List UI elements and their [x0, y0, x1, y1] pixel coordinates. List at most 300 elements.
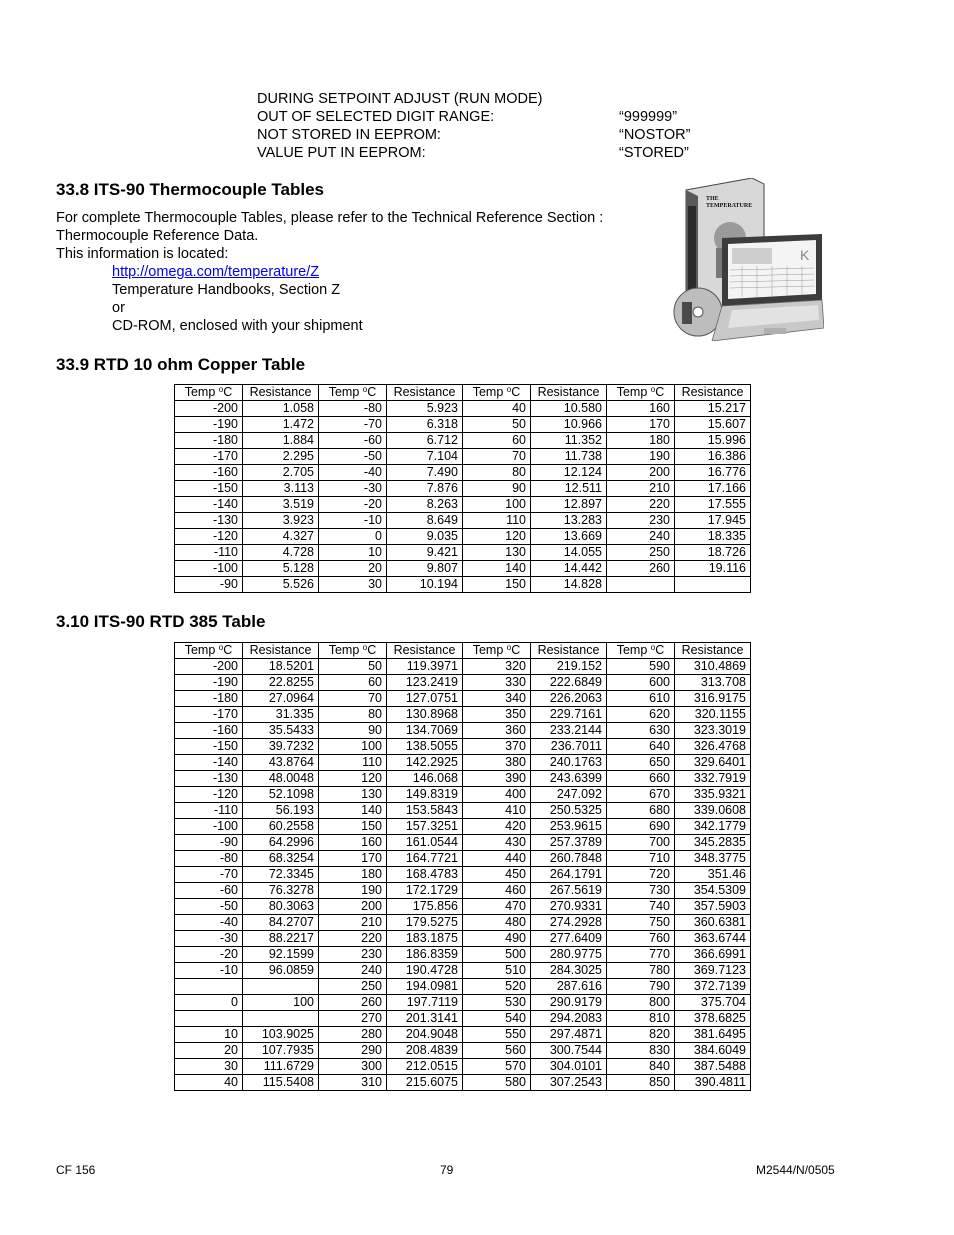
- resistance-cell: 175.856: [387, 899, 463, 915]
- temp-cell: 130: [319, 787, 387, 803]
- temp-cell: 120: [463, 529, 531, 545]
- resistance-cell: 313.708: [675, 675, 751, 691]
- resistance-cell: 226.2063: [531, 691, 607, 707]
- table-row: [175, 691, 751, 707]
- table-row: [175, 1059, 751, 1075]
- unit-label: C: [367, 385, 377, 399]
- resistance-cell: 12.511: [531, 481, 607, 497]
- table-row: [175, 707, 751, 723]
- temp-cell: 10: [175, 1027, 243, 1043]
- temp-cell: -30: [175, 931, 243, 947]
- header-label: Resistance: [393, 643, 456, 657]
- temp-cell: 670: [607, 787, 675, 803]
- resistance-cell: 277.6409: [531, 931, 607, 947]
- resistance-cell: 88.2217: [243, 931, 319, 947]
- resistance-cell: [243, 1011, 319, 1027]
- table-row: [175, 529, 751, 545]
- message-value: “999999”: [619, 109, 678, 125]
- page-number: 79: [440, 1163, 454, 1177]
- resistance-cell: 17.166: [675, 481, 751, 497]
- resistance-cell: 4.728: [243, 545, 319, 561]
- header-label: Temp: [328, 385, 360, 399]
- resistance-cell: 92.1599: [243, 947, 319, 963]
- temp-cell: [175, 979, 243, 995]
- temp-cell: -30: [319, 481, 387, 497]
- temp-cell: -60: [319, 433, 387, 449]
- resistance-cell: 111.6729: [243, 1059, 319, 1075]
- resistance-cell: 9.807: [387, 561, 463, 577]
- column-header-resistance: [531, 643, 607, 659]
- column-header-temp: [463, 385, 531, 401]
- temp-cell: 180: [607, 433, 675, 449]
- resistance-cell: 4.327: [243, 529, 319, 545]
- resistance-cell: 68.3254: [243, 851, 319, 867]
- temp-cell: -100: [175, 561, 243, 577]
- temp-cell: 340: [463, 691, 531, 707]
- temp-cell: 800: [607, 995, 675, 1011]
- temp-cell: 140: [463, 561, 531, 577]
- resistance-cell: 250.5325: [531, 803, 607, 819]
- resistance-cell: 215.6075: [387, 1075, 463, 1091]
- temp-cell: 710: [607, 851, 675, 867]
- temp-cell: 350: [463, 707, 531, 723]
- column-header-temp: [607, 643, 675, 659]
- temp-cell: -180: [175, 433, 243, 449]
- table-row: [175, 755, 751, 771]
- temp-cell: 80: [463, 465, 531, 481]
- temp-cell: -50: [319, 449, 387, 465]
- message-label: NOT STORED IN EEPROM:: [257, 127, 441, 143]
- location-item: Temperature Handbooks, Section Z: [112, 282, 341, 298]
- temp-cell: -160: [175, 465, 243, 481]
- table-row: [175, 851, 751, 867]
- resistance-cell: [675, 577, 751, 593]
- column-header-resistance: [531, 385, 607, 401]
- temp-cell: 100: [463, 497, 531, 513]
- temp-cell: 110: [463, 513, 531, 529]
- resistance-cell: 280.9775: [531, 947, 607, 963]
- resistance-cell: 6.318: [387, 417, 463, 433]
- table-header-row: [175, 643, 751, 659]
- table-row: [175, 819, 751, 835]
- temp-cell: 50: [319, 659, 387, 675]
- resistance-cell: 247.092: [531, 787, 607, 803]
- resistance-cell: 260.7848: [531, 851, 607, 867]
- column-header-resistance: [387, 643, 463, 659]
- resistance-cell: 300.7544: [531, 1043, 607, 1059]
- table-row: [175, 433, 751, 449]
- resistance-cell: 267.5619: [531, 883, 607, 899]
- temp-cell: -200: [175, 401, 243, 417]
- table-row: [175, 481, 751, 497]
- resistance-cell: 233.2144: [531, 723, 607, 739]
- section-338-body: [56, 209, 603, 335]
- temp-cell: 830: [607, 1043, 675, 1059]
- message-row: [257, 144, 689, 162]
- resistance-cell: 8.649: [387, 513, 463, 529]
- resistance-cell: 1.058: [243, 401, 319, 417]
- temp-cell: 700: [607, 835, 675, 851]
- temp-cell: 630: [607, 723, 675, 739]
- temp-cell: -10: [175, 963, 243, 979]
- temp-cell: 410: [463, 803, 531, 819]
- resistance-cell: 76.3278: [243, 883, 319, 899]
- message-value: “NOSTOR”: [619, 127, 691, 143]
- location-item: or: [112, 300, 125, 316]
- temp-cell: -110: [175, 545, 243, 561]
- temp-cell: 750: [607, 915, 675, 931]
- resistance-cell: 22.8255: [243, 675, 319, 691]
- resistance-cell: 183.1875: [387, 931, 463, 947]
- temp-cell: -130: [175, 513, 243, 529]
- column-header-temp: [175, 643, 243, 659]
- resistance-cell: 1.472: [243, 417, 319, 433]
- resistance-cell: 2.705: [243, 465, 319, 481]
- temp-cell: 460: [463, 883, 531, 899]
- resistance-cell: 297.4871: [531, 1027, 607, 1043]
- resistance-cell: 329.6401: [675, 755, 751, 771]
- resistance-cell: 100: [243, 995, 319, 1011]
- resistance-cell: 18.726: [675, 545, 751, 561]
- temp-cell: 240: [607, 529, 675, 545]
- resistance-cell: 307.2543: [531, 1075, 607, 1091]
- resistance-cell: 31.335: [243, 707, 319, 723]
- resistance-cell: 115.5408: [243, 1075, 319, 1091]
- setpoint-messages: [257, 90, 691, 162]
- temp-cell: 150: [463, 577, 531, 593]
- table-row: [175, 465, 751, 481]
- table-row: [175, 1027, 751, 1043]
- column-header-temp: [319, 643, 387, 659]
- resistance-cell: 345.2835: [675, 835, 751, 851]
- location-item: CD-ROM, enclosed with your shipment: [112, 318, 363, 334]
- unit-label: C: [655, 643, 665, 657]
- temp-cell: -150: [175, 739, 243, 755]
- temp-cell: 20: [319, 561, 387, 577]
- resistance-cell: 348.3775: [675, 851, 751, 867]
- temp-cell: 70: [319, 691, 387, 707]
- resistance-cell: 7.876: [387, 481, 463, 497]
- resistance-cell: 103.9025: [243, 1027, 319, 1043]
- temp-cell: 180: [319, 867, 387, 883]
- temp-cell: -140: [175, 497, 243, 513]
- temp-cell: 580: [463, 1075, 531, 1091]
- resistance-cell: 15.217: [675, 401, 751, 417]
- table-row: [175, 899, 751, 915]
- resistance-cell: 257.3789: [531, 835, 607, 851]
- temp-cell: 250: [607, 545, 675, 561]
- resistance-cell: 243.6399: [531, 771, 607, 787]
- temp-cell: 290: [319, 1043, 387, 1059]
- temp-cell: 360: [463, 723, 531, 739]
- resistance-cell: 18.335: [675, 529, 751, 545]
- resistance-cell: 6.712: [387, 433, 463, 449]
- message-row: [257, 108, 678, 126]
- resistance-cell: 264.1791: [531, 867, 607, 883]
- degree-symbol: o: [506, 385, 512, 394]
- resistance-cell: 80.3063: [243, 899, 319, 915]
- resistance-cell: 10.580: [531, 401, 607, 417]
- header-label: Resistance: [681, 643, 744, 657]
- temp-cell: 380: [463, 755, 531, 771]
- resistance-cell: 10.966: [531, 417, 607, 433]
- resistance-cell: 27.0964: [243, 691, 319, 707]
- temp-cell: 640: [607, 739, 675, 755]
- temp-cell: 90: [463, 481, 531, 497]
- table-row: [175, 803, 751, 819]
- table-row: [175, 995, 751, 1011]
- temp-cell: 840: [607, 1059, 675, 1075]
- temp-cell: 590: [607, 659, 675, 675]
- table-row: [175, 497, 751, 513]
- temp-cell: -70: [175, 867, 243, 883]
- resistance-cell: 9.421: [387, 545, 463, 561]
- temp-cell: -130: [175, 771, 243, 787]
- temp-cell: 40: [463, 401, 531, 417]
- resistance-cell: 212.0515: [387, 1059, 463, 1075]
- temp-cell: 20: [175, 1043, 243, 1059]
- resistance-cell: 9.035: [387, 529, 463, 545]
- temp-cell: 70: [463, 449, 531, 465]
- header-label: Resistance: [249, 643, 312, 657]
- temp-cell: -40: [175, 915, 243, 931]
- body-line: For complete Thermocouple Tables, please refer to the Technical Reference Section :: [56, 210, 604, 226]
- resistance-cell: 60.2558: [243, 819, 319, 835]
- body-line: Thermocouple Reference Data.: [56, 228, 259, 244]
- temp-cell: -90: [175, 577, 243, 593]
- resistance-cell: 164.7721: [387, 851, 463, 867]
- resistance-cell: 43.8764: [243, 755, 319, 771]
- temp-cell: -120: [175, 787, 243, 803]
- temp-cell: 810: [607, 1011, 675, 1027]
- temp-cell: 440: [463, 851, 531, 867]
- rtd-385-table: [174, 642, 751, 1091]
- temp-cell: 390: [463, 771, 531, 787]
- resistance-cell: 7.490: [387, 465, 463, 481]
- resistance-cell: 16.386: [675, 449, 751, 465]
- temp-cell: 720: [607, 867, 675, 883]
- resistance-cell: 274.2928: [531, 915, 607, 931]
- column-header-resistance: [675, 385, 751, 401]
- temp-cell: 540: [463, 1011, 531, 1027]
- temp-cell: 120: [319, 771, 387, 787]
- temp-cell: 90: [319, 723, 387, 739]
- temp-cell: 30: [175, 1059, 243, 1075]
- resistance-cell: 15.607: [675, 417, 751, 433]
- temp-cell: 550: [463, 1027, 531, 1043]
- table-row: [175, 675, 751, 691]
- resistance-cell: 16.776: [675, 465, 751, 481]
- svg-text:TEMPERATURE: TEMPERATURE: [706, 203, 753, 209]
- temp-cell: 210: [607, 481, 675, 497]
- unit-label: C: [511, 643, 521, 657]
- resistance-cell: 3.519: [243, 497, 319, 513]
- table-row: [175, 739, 751, 755]
- table-row: [175, 963, 751, 979]
- header-label: Temp: [328, 643, 360, 657]
- resistance-cell: 366.6991: [675, 947, 751, 963]
- header-label: Temp: [184, 385, 216, 399]
- resistance-cell: 13.283: [531, 513, 607, 529]
- temp-cell: 420: [463, 819, 531, 835]
- degree-symbol: o: [650, 643, 656, 652]
- temp-cell: 850: [607, 1075, 675, 1091]
- temp-cell: 400: [463, 787, 531, 803]
- temp-cell: 270: [319, 1011, 387, 1027]
- rtd-copper-table: [174, 384, 751, 593]
- resistance-cell: 304.0101: [531, 1059, 607, 1075]
- resistance-cell: 107.7935: [243, 1043, 319, 1059]
- temp-cell: 200: [607, 465, 675, 481]
- resistance-cell: 229.7161: [531, 707, 607, 723]
- resistance-cell: 387.5488: [675, 1059, 751, 1075]
- resistance-cell: 284.3025: [531, 963, 607, 979]
- temp-cell: 200: [319, 899, 387, 915]
- temp-cell: 790: [607, 979, 675, 995]
- resistance-cell: 3.923: [243, 513, 319, 529]
- messages-heading: DURING SETPOINT ADJUST (RUN MODE): [257, 91, 543, 107]
- temp-cell: -10: [319, 513, 387, 529]
- table-row: [175, 723, 751, 739]
- resistance-cell: 290.9179: [531, 995, 607, 1011]
- resistance-cell: [243, 979, 319, 995]
- temp-cell: 150: [319, 819, 387, 835]
- resistance-cell: 384.6049: [675, 1043, 751, 1059]
- temp-cell: 490: [463, 931, 531, 947]
- temp-cell: 130: [463, 545, 531, 561]
- resistance-cell: 12.897: [531, 497, 607, 513]
- column-header-temp: [175, 385, 243, 401]
- resistance-cell: 310.4869: [675, 659, 751, 675]
- resistance-cell: 332.7919: [675, 771, 751, 787]
- table-row: [175, 771, 751, 787]
- resistance-cell: 17.555: [675, 497, 751, 513]
- temp-cell: -190: [175, 417, 243, 433]
- table-row: [175, 417, 751, 433]
- unit-label: C: [223, 643, 233, 657]
- temp-cell: 100: [319, 739, 387, 755]
- column-header-temp: [319, 385, 387, 401]
- temp-cell: 600: [607, 675, 675, 691]
- resistance-cell: 381.6495: [675, 1027, 751, 1043]
- temp-cell: 780: [607, 963, 675, 979]
- resistance-cell: 15.996: [675, 433, 751, 449]
- temp-cell: 660: [607, 771, 675, 787]
- resistance-cell: 18.5201: [243, 659, 319, 675]
- table-row: [175, 867, 751, 883]
- temp-cell: 450: [463, 867, 531, 883]
- temp-cell: 260: [607, 561, 675, 577]
- resistance-cell: 123.2419: [387, 675, 463, 691]
- resistance-cell: 194.0981: [387, 979, 463, 995]
- resistance-cell: 64.2996: [243, 835, 319, 851]
- degree-symbol: o: [650, 385, 656, 394]
- header-label: Temp: [472, 385, 504, 399]
- resistance-cell: 375.704: [675, 995, 751, 1011]
- resistance-cell: 372.7139: [675, 979, 751, 995]
- column-header-resistance: [387, 385, 463, 401]
- table-row: [175, 561, 751, 577]
- resistance-cell: 335.9321: [675, 787, 751, 803]
- resistance-cell: 197.7119: [387, 995, 463, 1011]
- column-header-temp: [463, 643, 531, 659]
- resistance-cell: 369.7123: [675, 963, 751, 979]
- omega-temperature-link[interactable]: http://omega.com/temperature/Z: [112, 264, 320, 280]
- temp-cell: 50: [463, 417, 531, 433]
- resistance-cell: 10.194: [387, 577, 463, 593]
- resistance-cell: 8.263: [387, 497, 463, 513]
- resistance-cell: 253.9615: [531, 819, 607, 835]
- temp-cell: 210: [319, 915, 387, 931]
- resistance-cell: 149.8319: [387, 787, 463, 803]
- resistance-cell: 138.5055: [387, 739, 463, 755]
- resistance-cell: 84.2707: [243, 915, 319, 931]
- resistance-cell: 5.526: [243, 577, 319, 593]
- temp-cell: -40: [319, 465, 387, 481]
- temp-cell: 170: [607, 417, 675, 433]
- resistance-cell: 17.945: [675, 513, 751, 529]
- product-image: [672, 178, 824, 341]
- resistance-cell: 161.0544: [387, 835, 463, 851]
- resistance-cell: 96.0859: [243, 963, 319, 979]
- resistance-cell: 357.5903: [675, 899, 751, 915]
- unit-label: C: [367, 643, 377, 657]
- temp-cell: 330: [463, 675, 531, 691]
- temp-cell: 300: [319, 1059, 387, 1075]
- temp-cell: 650: [607, 755, 675, 771]
- resistance-cell: 326.4768: [675, 739, 751, 755]
- resistance-cell: 390.4811: [675, 1075, 751, 1091]
- temp-cell: 160: [319, 835, 387, 851]
- resistance-cell: 12.124: [531, 465, 607, 481]
- temp-cell: 680: [607, 803, 675, 819]
- temp-cell: 0: [319, 529, 387, 545]
- resistance-cell: 270.9331: [531, 899, 607, 915]
- degree-symbol: o: [218, 385, 224, 394]
- temp-cell: 430: [463, 835, 531, 851]
- resistance-cell: 142.2925: [387, 755, 463, 771]
- resistance-cell: 294.2083: [531, 1011, 607, 1027]
- temp-cell: 160: [607, 401, 675, 417]
- table-row: [175, 947, 751, 963]
- temp-cell: 170: [319, 851, 387, 867]
- temp-cell: 140: [319, 803, 387, 819]
- table-row: [175, 979, 751, 995]
- temp-cell: 820: [607, 1027, 675, 1043]
- temp-cell: -60: [175, 883, 243, 899]
- temp-cell: 760: [607, 931, 675, 947]
- temp-cell: -80: [175, 851, 243, 867]
- temp-cell: 220: [319, 931, 387, 947]
- resistance-cell: 157.3251: [387, 819, 463, 835]
- temp-cell: -180: [175, 691, 243, 707]
- resistance-cell: 222.6849: [531, 675, 607, 691]
- resistance-cell: 342.1779: [675, 819, 751, 835]
- temp-cell: 560: [463, 1043, 531, 1059]
- table-row: [175, 401, 751, 417]
- temp-cell: 230: [319, 947, 387, 963]
- temp-cell: -80: [319, 401, 387, 417]
- message-row: [257, 126, 691, 144]
- temp-cell: 250: [319, 979, 387, 995]
- temp-cell: 470: [463, 899, 531, 915]
- temp-cell: 230: [607, 513, 675, 529]
- footer-right: M2544/N/0505: [756, 1163, 835, 1177]
- temp-cell: 10: [319, 545, 387, 561]
- table-row: [175, 931, 751, 947]
- temp-cell: 110: [319, 755, 387, 771]
- resistance-cell: 240.1763: [531, 755, 607, 771]
